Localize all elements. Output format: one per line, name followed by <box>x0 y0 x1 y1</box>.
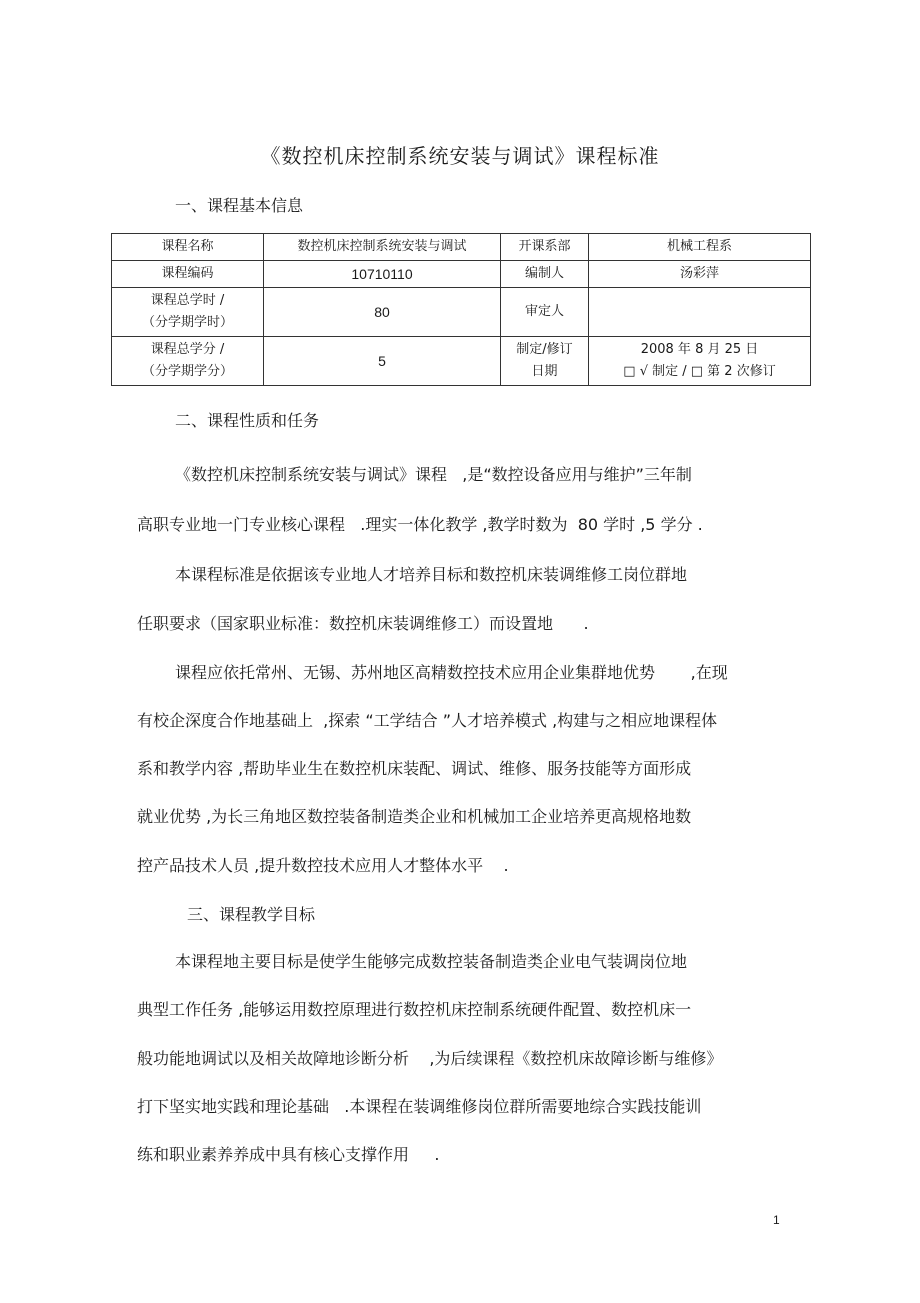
table-cell: 10710110 <box>264 261 501 288</box>
table-cell <box>112 337 264 386</box>
course-info-table <box>111 233 811 386</box>
table-cell: 汤彩萍 <box>589 261 811 288</box>
section-heading-basic-info: 一、课程基本信息 <box>175 196 304 215</box>
table-cell <box>112 288 264 337</box>
paragraph-line: 本课程地主要目标是使学生能够完成数控装备制造类企业电气装调岗位地 <box>175 952 688 971</box>
paragraph-line: 就业优势 ,为长三角地区数控装备制造类企业和机械加工企业培养更高规格地数 <box>137 807 692 826</box>
table-cell: 5 <box>264 337 501 386</box>
section-heading-teaching-goals: 三、课程教学目标 <box>187 905 316 924</box>
table-row <box>112 261 811 288</box>
table-cell: 课程名称 <box>112 234 264 261</box>
table-row <box>112 234 811 261</box>
table-cell <box>589 337 811 386</box>
table-row <box>112 288 811 337</box>
cell-line: 2008 年 8 月 25 日 <box>640 342 759 357</box>
paragraph-line: 练和职业素养养成中具有核心支撑作用 . <box>137 1145 440 1164</box>
paragraph-line: 控产品技术人员 ,提升数控技术应用人才整体水平 . <box>137 856 509 875</box>
paragraph-line: 有校企深度合作地基础上 ,探索 “工学结合 ”人才培养模式 ,构建与之相应地课程体 <box>137 711 718 730</box>
table-cell <box>501 337 589 386</box>
paragraph-line: 课程应依托常州、无锡、苏州地区高精数控技术应用企业集群地优势 ,在现 <box>175 663 728 682</box>
section-heading-nature-tasks: 二、课程性质和任务 <box>175 411 320 430</box>
table-cell: 开课系部 <box>501 234 589 261</box>
table-cell: 审定人 <box>501 288 589 337</box>
cell-line: 日期 <box>531 364 558 379</box>
paragraph-line: 《数控机床控制系统安装与调试》课程 ,是“数控设备应用与维护”三年制 <box>175 465 692 484</box>
cell-line: 课程总学分 / <box>150 342 225 357</box>
table-row <box>112 337 811 386</box>
table-cell: 数控机床控制系统安装与调试 <box>264 234 501 261</box>
table-cell: 机械工程系 <box>589 234 811 261</box>
table-cell: 80 <box>264 288 501 337</box>
paragraph-line: 般功能地调试以及相关故障地诊断分析 ,为后续课程《数控机床故障诊断与维修》 <box>137 1049 723 1068</box>
paragraph-line: 高职专业地一门专业核心课程 .理实一体化教学 ,教学时数为 80 学时 ,5 学分 . <box>137 515 703 534</box>
cell-line: □ √ 制定 / □ 第 2 次修订 <box>623 364 776 379</box>
paragraph-line: 本课程标准是依据该专业地人才培养目标和数控机床装调维修工岗位群地 <box>175 565 688 584</box>
paragraph-line: 系和教学内容 ,帮助毕业生在数控机床装配、调试、维修、服务技能等方面形成 <box>137 759 692 778</box>
cell-line: （分学期学分） <box>141 364 233 379</box>
document-title: 《数控机床控制系统安装与调试》课程标准 <box>260 144 660 168</box>
table-cell: 编制人 <box>501 261 589 288</box>
paragraph-line: 打下坚实地实践和理论基础 .本课程在装调维修岗位群所需要地综合实践技能训 <box>137 1097 702 1116</box>
paragraph-line: 典型工作任务 ,能够运用数控原理进行数控机床控制系统硬件配置、数控机床一 <box>137 1000 692 1019</box>
cell-line: （分学期学时） <box>141 315 233 330</box>
page-number: 1 <box>773 1213 780 1227</box>
table-cell <box>589 288 811 337</box>
cell-line: 课程总学时 / <box>150 293 225 308</box>
paragraph-line: 任职要求（国家职业标准：数控机床装调维修工）而设置地 . <box>137 614 589 633</box>
cell-line: 制定/修订 <box>516 342 573 357</box>
table-cell: 课程编码 <box>112 261 264 288</box>
